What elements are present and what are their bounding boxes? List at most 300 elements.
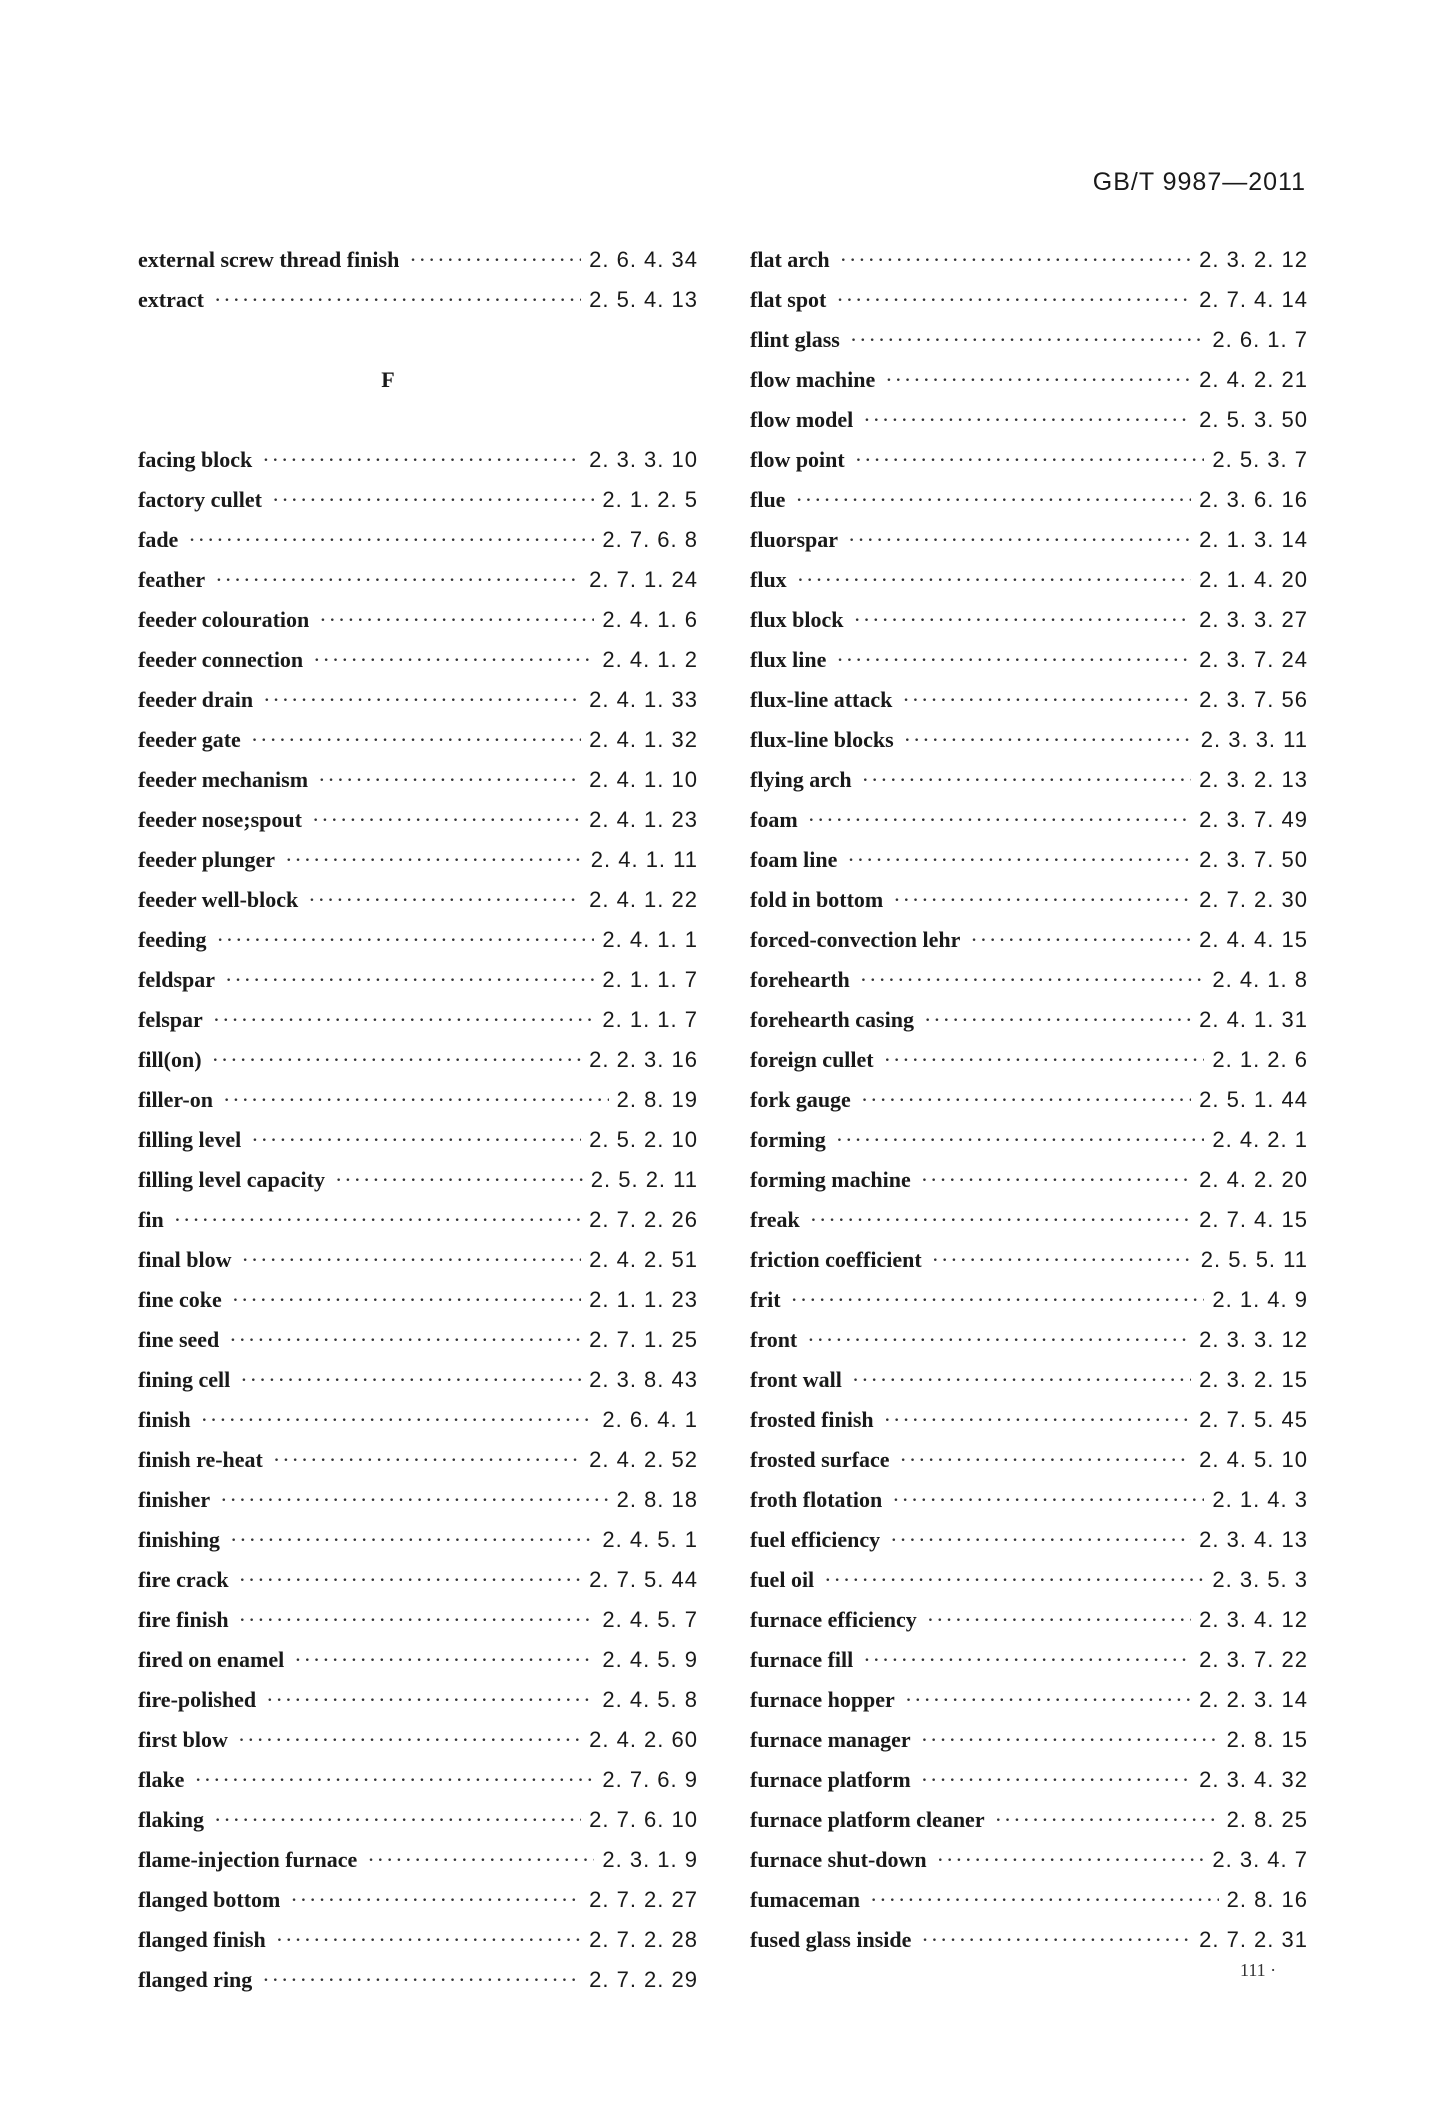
entry-reference: 2. 4. 2. 60: [589, 1727, 698, 1752]
entry-term: finish re-heat: [138, 1447, 263, 1472]
dot-leader: [884, 1040, 1205, 1080]
entry-reference: 2. 4. 1. 22: [589, 887, 698, 912]
dot-leader: [318, 760, 581, 800]
dot-leader: [861, 1080, 1191, 1120]
entry-reference: 2. 3. 8. 43: [589, 1367, 698, 1392]
entry-reference: 2. 4. 1. 10: [589, 767, 698, 792]
dot-leader: [335, 1160, 583, 1200]
dot-leader: [807, 1320, 1191, 1360]
entry-reference: 2. 4. 2. 20: [1199, 1167, 1308, 1192]
dot-leader: [863, 1640, 1191, 1680]
index-entry: [138, 680, 698, 720]
right-entries: [750, 240, 1308, 1960]
entry-term: friction coefficient: [750, 1247, 922, 1272]
dot-leader: [212, 1040, 582, 1080]
entry-term: fade: [138, 527, 179, 552]
index-entry: [750, 1720, 1308, 1760]
entry-reference: 2. 4. 2. 1: [1212, 1127, 1308, 1152]
entry-reference: 2. 7. 2. 28: [589, 1927, 698, 1952]
entry-term: feeder gate: [138, 727, 241, 752]
dot-leader: [239, 1560, 582, 1600]
index-entry: [750, 560, 1308, 600]
entry-term: furnace manager: [750, 1727, 911, 1752]
entry-reference: 2. 1. 4. 9: [1212, 1287, 1308, 1312]
entry-term: flanged bottom: [138, 1887, 281, 1912]
index-entry: [138, 1680, 698, 1720]
entry-term: fill(on): [138, 1047, 202, 1072]
dot-leader: [229, 1320, 581, 1360]
entry-reference: 2. 4. 2. 52: [589, 1447, 698, 1472]
entry-reference: 2. 3. 4. 12: [1199, 1607, 1308, 1632]
entry-reference: 2. 5. 3. 50: [1199, 407, 1308, 432]
entry-reference: 2. 3. 2. 15: [1199, 1367, 1308, 1392]
entry-reference: 2. 4. 1. 11: [590, 847, 698, 872]
index-entry: [138, 960, 698, 1000]
dot-leader: [795, 480, 1191, 520]
index-column-right: [750, 240, 1308, 1960]
index-entry: [138, 1160, 698, 1200]
index-entry: [138, 760, 698, 800]
dot-leader: [937, 1840, 1205, 1880]
index-entry: [138, 480, 698, 520]
entry-reference: 2. 5. 1. 44: [1199, 1087, 1308, 1112]
entry-term: frit: [750, 1287, 781, 1312]
index-entry: [138, 880, 698, 920]
entry-reference: 2. 5. 2. 11: [590, 1167, 698, 1192]
index-entry: [138, 280, 698, 320]
index-entry: [138, 1520, 698, 1560]
dot-leader: [836, 1120, 1205, 1160]
entry-term: furnace platform: [750, 1767, 911, 1792]
index-entry: [750, 1280, 1308, 1320]
entry-reference: 2. 1. 1. 7: [602, 967, 698, 992]
dot-leader: [201, 1400, 595, 1440]
dot-leader: [220, 1480, 608, 1520]
entry-reference: 2. 3. 6. 16: [1199, 487, 1308, 512]
index-entry: [138, 1760, 698, 1800]
dot-leader: [188, 520, 594, 560]
entry-reference: 2. 4. 5. 8: [602, 1687, 698, 1712]
index-entry: [138, 600, 698, 640]
entry-term: flux line: [750, 647, 827, 672]
entry-term: forming: [750, 1127, 826, 1152]
dot-leader: [893, 880, 1191, 920]
dot-leader: [863, 400, 1191, 440]
pre-entries: [138, 240, 698, 320]
index-entry: [750, 1920, 1308, 1960]
index-entry: [138, 1200, 698, 1240]
index-entry: [750, 960, 1308, 1000]
dot-leader: [852, 1360, 1191, 1400]
index-entry: [138, 640, 698, 680]
dot-leader: [927, 1600, 1191, 1640]
entry-reference: 2. 5. 3. 7: [1212, 447, 1308, 472]
entry-reference: 2. 4. 4. 15: [1199, 927, 1308, 952]
entry-term: felspar: [138, 1007, 203, 1032]
dot-leader: [860, 960, 1205, 1000]
entry-term: extract: [138, 287, 204, 312]
page-number: 111 ·: [1240, 1960, 1277, 1980]
index-entry: [750, 1080, 1308, 1120]
entry-reference: 2. 7. 2. 26: [589, 1207, 698, 1232]
section-letter: F: [381, 367, 395, 392]
entry-reference: 2. 7. 2. 27: [589, 1887, 698, 1912]
dot-leader: [902, 680, 1191, 720]
entry-reference: 2. 4. 1. 32: [589, 727, 698, 752]
dot-leader: [921, 1920, 1191, 1960]
entry-reference: 2. 8. 18: [616, 1487, 698, 1512]
entry-term: flake: [138, 1767, 185, 1792]
dot-leader: [290, 1880, 581, 1920]
entry-reference: 2. 3. 2. 12: [1199, 247, 1308, 272]
entry-term: fuel efficiency: [750, 1527, 881, 1552]
dot-leader: [848, 520, 1191, 560]
index-entry: [750, 1680, 1308, 1720]
entry-reference: 2. 7. 4. 15: [1199, 1207, 1308, 1232]
index-entry: [750, 800, 1308, 840]
entry-reference: 2. 2. 3. 14: [1199, 1687, 1308, 1712]
index-entry: [750, 1760, 1308, 1800]
index-entry: [138, 1600, 698, 1640]
entry-reference: 2. 5. 2. 10: [589, 1127, 698, 1152]
entry-term: finish: [138, 1407, 191, 1432]
index-entry: [750, 440, 1308, 480]
entry-term: freak: [750, 1207, 800, 1232]
entry-reference: 2. 4. 1. 1: [602, 927, 698, 952]
index-entry: [138, 520, 698, 560]
entry-term: front: [750, 1327, 798, 1352]
dot-leader: [885, 360, 1191, 400]
dot-leader: [266, 1680, 594, 1720]
entry-term: front wall: [750, 1367, 842, 1392]
index-entry: [750, 840, 1308, 880]
entry-term: fold in bottom: [750, 887, 884, 912]
dot-leader: [409, 240, 581, 280]
entry-reference: 2. 3. 3. 27: [1199, 607, 1308, 632]
index-entry: [750, 1400, 1308, 1440]
index-entry: [138, 1560, 698, 1600]
entry-term: furnace fill: [750, 1647, 854, 1672]
index-entry: [750, 1800, 1308, 1840]
dot-leader: [223, 1080, 609, 1120]
entry-reference: 2. 1. 2. 5: [602, 487, 698, 512]
entry-reference: 2. 1. 3. 14: [1199, 527, 1308, 552]
entry-reference: 2. 4. 1. 23: [589, 807, 698, 832]
index-entry: [138, 1920, 698, 1960]
dot-leader: [214, 1800, 581, 1840]
entry-term: flaking: [138, 1807, 205, 1832]
entry-reference: 2. 7. 6. 8: [602, 527, 698, 552]
entry-term: flue: [750, 487, 786, 512]
entry-term: foreign cullet: [750, 1047, 874, 1072]
entry-reference: 2. 8. 15: [1226, 1727, 1308, 1752]
entry-term: feeding: [138, 927, 207, 952]
entry-term: furnace shut-down: [750, 1847, 927, 1872]
entry-reference: 2. 3. 4. 7: [1212, 1847, 1308, 1872]
entry-term: flying arch: [750, 767, 852, 792]
index-entry: [138, 840, 698, 880]
entry-term: fumaceman: [750, 1887, 860, 1912]
entry-reference: 2. 7. 1. 25: [589, 1327, 698, 1352]
entry-reference: 2. 4. 5. 1: [602, 1527, 698, 1552]
dot-leader: [230, 1520, 594, 1560]
entry-term: fuel oil: [750, 1567, 815, 1592]
dot-leader: [239, 1600, 595, 1640]
dot-leader: [808, 800, 1191, 840]
entry-reference: 2. 3. 3. 12: [1199, 1327, 1308, 1352]
index-entry: [138, 1120, 698, 1160]
entry-reference: 2. 8. 19: [616, 1087, 698, 1112]
entry-reference: 2. 6. 4. 1: [602, 1407, 698, 1432]
index-entry: [750, 1360, 1308, 1400]
entry-reference: 2. 1. 1. 23: [589, 1287, 698, 1312]
entry-reference: 2. 7. 6. 10: [589, 1807, 698, 1832]
index-entry: [750, 1880, 1308, 1920]
index-entry: [138, 1720, 698, 1760]
entry-reference: 2. 3. 7. 56: [1199, 687, 1308, 712]
entry-reference: 2. 7. 4. 14: [1199, 287, 1308, 312]
entry-reference: 2. 4. 2. 21: [1199, 367, 1308, 392]
index-entry: [138, 440, 698, 480]
entry-term: furnace platform cleaner: [750, 1807, 985, 1832]
index-entry: [138, 1240, 698, 1280]
entry-term: fining cell: [138, 1367, 231, 1392]
dot-leader: [214, 280, 581, 320]
dot-leader: [921, 1720, 1219, 1760]
dot-leader: [921, 1160, 1191, 1200]
entry-reference: 2. 3. 3. 10: [589, 447, 698, 472]
dot-leader: [995, 1800, 1219, 1840]
entry-term: fire finish: [138, 1607, 229, 1632]
entry-term: first blow: [138, 1727, 228, 1752]
entry-reference: 2. 4. 1. 8: [1212, 967, 1308, 992]
dot-leader: [924, 1000, 1191, 1040]
index-entry: [750, 880, 1308, 920]
index-entry: [138, 1360, 698, 1400]
entry-term: feeder mechanism: [138, 767, 309, 792]
entry-term: filler-on: [138, 1087, 213, 1112]
index-entry: [750, 1600, 1308, 1640]
entry-term: feeder well-block: [138, 887, 299, 912]
dot-leader: [240, 1360, 581, 1400]
entry-term: flow point: [750, 447, 845, 472]
dot-leader: [797, 560, 1191, 600]
standard-number: GB/T 9987—2011: [1092, 168, 1306, 196]
index-entry: [750, 1440, 1308, 1480]
index-entry: [750, 1240, 1308, 1280]
dot-leader: [285, 840, 583, 880]
entry-reference: 2. 4. 5. 10: [1199, 1447, 1308, 1472]
entry-term: furnace hopper: [750, 1687, 895, 1712]
entry-term: filling level: [138, 1127, 242, 1152]
left-entries: [138, 440, 698, 2000]
entry-reference: 2. 1. 4. 20: [1199, 567, 1308, 592]
entry-reference: 2. 7. 5. 44: [589, 1567, 698, 1592]
entry-term: fire crack: [138, 1567, 229, 1592]
entry-term: feldspar: [138, 967, 215, 992]
entry-term: flat arch: [750, 247, 830, 272]
entry-term: forced-convection lehr: [750, 927, 961, 952]
entry-reference: 2. 3. 5. 3: [1212, 1567, 1308, 1592]
index-entry: [750, 1320, 1308, 1360]
dot-leader: [900, 1440, 1192, 1480]
dot-leader: [810, 1200, 1191, 1240]
dot-leader: [262, 440, 581, 480]
entry-term: furnace efficiency: [750, 1607, 917, 1632]
dot-leader: [272, 480, 594, 520]
index-entry: [138, 1800, 698, 1840]
entry-term: foam line: [750, 847, 838, 872]
index-entry: [138, 1040, 698, 1080]
dot-leader: [840, 240, 1192, 280]
entry-term: external screw thread finish: [138, 247, 400, 272]
dot-leader: [251, 720, 581, 760]
entry-term: finisher: [138, 1487, 211, 1512]
entry-reference: 2. 7. 5. 45: [1199, 1407, 1308, 1432]
index-entry: [750, 280, 1308, 320]
index-entry: [138, 240, 698, 280]
entry-term: flux-line attack: [750, 687, 893, 712]
index-column-left: [138, 240, 698, 2000]
dot-leader: [232, 1280, 581, 1320]
index-entry: [138, 1640, 698, 1680]
dot-leader: [262, 1960, 581, 2000]
entry-term: flux block: [750, 607, 844, 632]
entry-reference: 2. 5. 4. 13: [589, 287, 698, 312]
entry-term: flat spot: [750, 287, 827, 312]
dot-leader: [791, 1280, 1205, 1320]
entry-reference: 2. 4. 5. 9: [602, 1647, 698, 1672]
dot-leader: [312, 800, 581, 840]
dot-leader: [970, 920, 1191, 960]
index-entry: [138, 1480, 698, 1520]
dot-leader: [273, 1440, 581, 1480]
index-entry: [750, 1000, 1308, 1040]
entry-term: feeder nose;spout: [138, 807, 302, 832]
entry-term: flanged finish: [138, 1927, 266, 1952]
index-entry: [750, 600, 1308, 640]
entry-reference: 2. 5. 5. 11: [1200, 1247, 1308, 1272]
index-entry: [138, 720, 698, 760]
entry-reference: 2. 7. 6. 9: [602, 1767, 698, 1792]
entry-term: flux-line blocks: [750, 727, 894, 752]
dot-leader: [921, 1760, 1191, 1800]
entry-term: feeder connection: [138, 647, 304, 672]
dot-leader: [213, 1000, 595, 1040]
entry-term: feeder drain: [138, 687, 254, 712]
entry-term: flow model: [750, 407, 854, 432]
dot-leader: [294, 1640, 594, 1680]
index-entry: [138, 1400, 698, 1440]
dot-leader: [850, 320, 1205, 360]
entry-term: feather: [138, 567, 206, 592]
index-entry: [750, 720, 1308, 760]
dot-leader: [242, 1240, 582, 1280]
entry-term: frosted surface: [750, 1447, 890, 1472]
index-entry: [750, 1120, 1308, 1160]
index-entry: [750, 400, 1308, 440]
index-entry: [138, 1000, 698, 1040]
index-entry: [138, 920, 698, 960]
entry-term: feeder colouration: [138, 607, 310, 632]
dot-leader: [884, 1400, 1191, 1440]
entry-term: factory cullet: [138, 487, 262, 512]
index-entry: [750, 520, 1308, 560]
entry-reference: 2. 3. 2. 13: [1199, 767, 1308, 792]
dot-leader: [313, 640, 594, 680]
entry-reference: 2. 7. 2. 30: [1199, 887, 1308, 912]
index-entry: [138, 1320, 698, 1360]
index-entry: [750, 1560, 1308, 1600]
index-entry: [138, 1440, 698, 1480]
dot-leader: [862, 760, 1191, 800]
index-entry: [750, 1840, 1308, 1880]
dot-leader: [904, 720, 1193, 760]
entry-reference: 2. 4. 2. 51: [589, 1247, 698, 1272]
index-entry: [750, 480, 1308, 520]
index-entry: [750, 920, 1308, 960]
entry-term: fin: [138, 1207, 164, 1232]
entry-reference: 2. 4. 1. 33: [589, 687, 698, 712]
dot-leader: [836, 280, 1191, 320]
entry-term: fluorspar: [750, 527, 838, 552]
dot-leader: [319, 600, 594, 640]
dot-leader: [847, 840, 1191, 880]
dot-leader: [932, 1240, 1193, 1280]
entry-reference: 2. 4. 1. 31: [1199, 1007, 1308, 1032]
index-entry: [750, 1640, 1308, 1680]
dot-leader: [854, 600, 1192, 640]
entry-reference: 2. 2. 3. 16: [589, 1047, 698, 1072]
dot-leader: [194, 1760, 594, 1800]
entry-reference: 2. 3. 4. 32: [1199, 1767, 1308, 1792]
entry-term: flow machine: [750, 367, 876, 392]
dot-leader: [251, 1120, 581, 1160]
entry-term: final blow: [138, 1247, 232, 1272]
index-entry: [138, 800, 698, 840]
dot-leader: [215, 560, 581, 600]
entry-term: forming machine: [750, 1167, 911, 1192]
entry-term: fired on enamel: [138, 1647, 285, 1672]
dot-leader: [238, 1720, 581, 1760]
entry-term: froth flotation: [750, 1487, 883, 1512]
dot-leader: [905, 1680, 1191, 1720]
entry-term: fire-polished: [138, 1687, 257, 1712]
entry-term: fine seed: [138, 1327, 220, 1352]
entry-reference: 2. 4. 5. 7: [602, 1607, 698, 1632]
entry-reference: 2. 3. 7. 49: [1199, 807, 1308, 832]
entry-term: forehearth: [750, 967, 850, 992]
dot-leader: [836, 640, 1191, 680]
entry-term: forehearth casing: [750, 1007, 914, 1032]
entry-term: fine coke: [138, 1287, 222, 1312]
index-entry: [138, 1960, 698, 2000]
entry-term: fork gauge: [750, 1087, 851, 1112]
index-entry: [138, 1880, 698, 1920]
index-entry: [138, 1840, 698, 1880]
index-entry: [138, 560, 698, 600]
dot-leader: [276, 1920, 581, 1960]
index-entry: [750, 1480, 1308, 1520]
index-entry: [138, 1280, 698, 1320]
entry-term: filling level capacity: [138, 1167, 325, 1192]
entry-reference: 2. 7. 2. 31: [1199, 1927, 1308, 1952]
index-entry: [750, 360, 1308, 400]
entry-term: facing block: [138, 447, 253, 472]
entry-term: frosted finish: [750, 1407, 874, 1432]
entry-reference: 2. 1. 4. 3: [1212, 1487, 1308, 1512]
index-entry: [750, 320, 1308, 360]
